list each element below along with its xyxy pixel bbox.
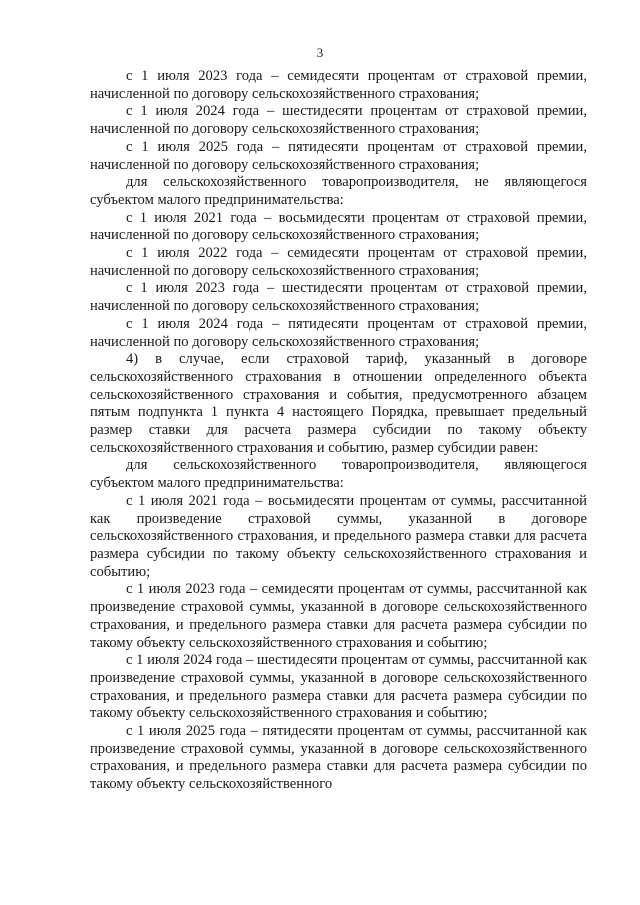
paragraph: с 1 июля 2021 года – восьмидесяти процентам от страховой премии, начисленной по договору сельскохозяйственного страхования; <box>90 209 587 244</box>
paragraph: с 1 июля 2024 года – шестидесяти процентам от суммы, рассчитанной как произведение страховой суммы, указанной в договоре сельскохозяйственного страхования, и предельного размера ставки для расчета размера субсидии по такому объекту сельскохозяйственного страхования и событию; <box>90 652 587 722</box>
paragraph: с 1 июля 2023 года – семидесяти процентам от страховой премии, начисленной по договору сельскохозяйственного страхования; <box>90 68 587 102</box>
paragraph: с 1 июля 2022 года – семидесяти процентам от страховой премии, начисленной по договору сельскохозяйственного страхования; <box>90 245 587 279</box>
paragraph: с 1 июля 2023 года – шестидесяти процентам от страховой премии, начисленной по договору сельскохозяйственного страхования; <box>90 280 587 315</box>
paragraph: с 1 июля 2025 года – пятидесяти процентам от суммы, рассчитанной как произведение страховой суммы, указанной в договоре сельскохозяйственного страхования, и предельного размера ставки для расчета размера субсидии по такому объекту сельскохозяйственного <box>90 723 587 793</box>
paragraph: для сельскохозяйственного товаропроизводителя, не являющегося субъектом малого предпринимательства: <box>90 174 587 208</box>
page-number: 3 <box>316 45 324 60</box>
paragraph: с 1 июля 2021 года – восьмидесяти процентам от суммы, рассчитанной как произведение страховой суммы, указанной в договоре сельскохозяйственного страхования, и предельного размера ставки для расчета размера субсидии по такому объекту сельскохозяйственного страхования и событию; <box>90 492 587 580</box>
paragraph: для сельскохозяйственного товаропроизводителя, являющегося субъектом малого предпринимательства: <box>90 457 587 492</box>
document-body <box>90 68 587 794</box>
paragraph: с 1 июля 2025 года – пятидесяти процентам от страховой премии, начисленной по договору сельскохозяйственного страхования; <box>90 138 587 173</box>
paragraph: с 1 июля 2024 года – шестидесяти процентам от страховой премии, начисленной по договору сельскохозяйственного страхования; <box>90 103 587 138</box>
paragraph: 4) в случае, если страховой тариф, указанный в договоре сельскохозяйственного страхования в отношении определенного объекта сельскохозяйственного страхования и события, предусмотренного абзацем пятым подпункта 1 пункта 4 настоящего Порядка, превышает предельный размер ставки для расчета размера субсидии по такому объекту сельскохозяйственного страхования и событию, размер субсидии равен: <box>90 351 587 456</box>
paragraph: с 1 июля 2024 года – пятидесяти процентам от страховой премии, начисленной по договору сельскохозяйственного страхования; <box>90 315 587 350</box>
paragraph: с 1 июля 2023 года – семидесяти процентам от суммы, рассчитанной как произведение страховой суммы, указанной в договоре сельскохозяйственного страхования, и предельного размера ставки для расчета размера субсидии по такому объекту сельскохозяйственного страхования и событию; <box>90 581 587 651</box>
